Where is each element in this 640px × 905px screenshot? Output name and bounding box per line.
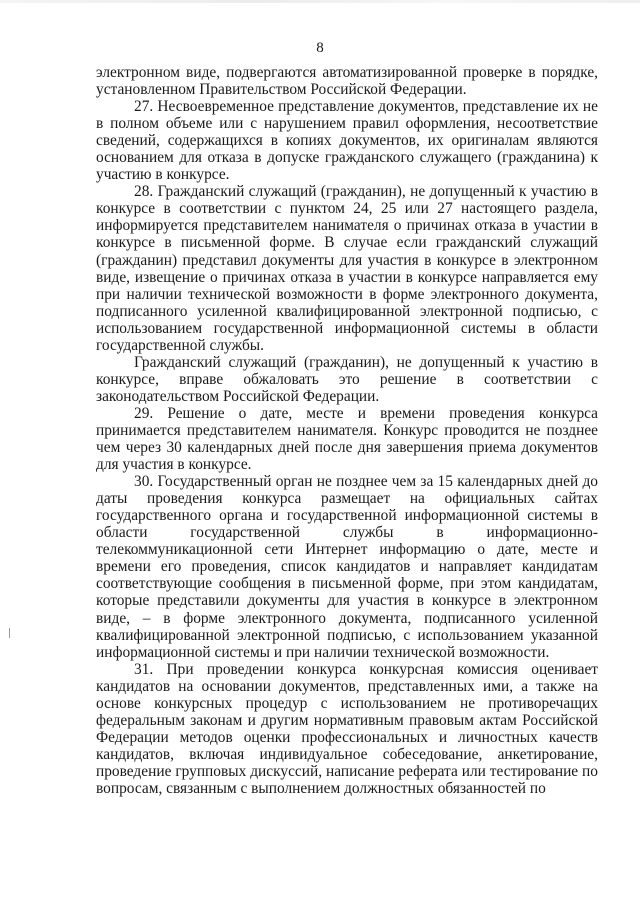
paragraph-27: 27. Несвоевременное представление документов, представление их не в полном объеме или с нарушением правил оформления, несоответствие сведений, содержащихся в копиях документов, их оригиналам являются основанием для отказа в допуске гражданского служащего (гражданина) к участию в конкурсе. bbox=[96, 98, 598, 184]
paragraph-continuation: электронном виде, подвергаются автоматизированной проверке в порядке, установленном Правительством Российской Федерации. bbox=[96, 64, 598, 99]
document-body bbox=[96, 64, 598, 797]
page-number: 8 bbox=[316, 40, 324, 56]
scan-artifact bbox=[9, 628, 10, 638]
paragraph-28-appeal: Гражданский служащий (гражданин), не допущенный к участию в конкурсе, вправе обжаловать это решение в соответствии с законодательством Российской Федерации. bbox=[96, 353, 598, 405]
scan-edge bbox=[0, 0, 640, 3]
paragraph-31: 31. При проведении конкурса конкурсная комиссия оценивает кандидатов на основании документов, представленных ими, а также на основе конкурсных процедур с использованием не противоречащих федеральным законам и другим нормативным правовым актам Российской Федерации методов оценки профессиональных и личностных качеств кандидатов, включая индивидуальное собеседование, анкетирование, проведение групповых дискуссий, написание реферата или тестирование по вопросам, связанным с выполнением должностных обязанностей по bbox=[96, 660, 598, 797]
paragraph-30: 30. Государственный орган не позднее чем за 15 календарных дней до даты проведения конкурса размещает на официальных сайтах государственного органа и государственной информационной системы в области государственной службы в информационно-телекоммуникационной сети Интернет информацию о дате, месте и времени его проведения, список кандидатов и направляет кандидатам соответствующие сообщения в письменной форме, при этом кандидатам, которые представили документы для участия в конкурсе в электронном виде, – в форме электронного документа, подписанного усиленной квалифицированной электронной подписью, с использованием указанной информационной системы и при наличии технической возможности. bbox=[96, 473, 598, 661]
paragraph-28: 28. Гражданский служащий (гражданин), не допущенный к участию в конкурсе в соответствии с пунктом 24, 25 или 27 настоящего раздела, информируется представителем нанимателя о причинах отказа в участии в конкурсе в письменной форме. В случае если гражданский служащий (гражданин) представил документы для участия в конкурсе в электронном виде, извещение о причинах отказа в участии в конкурсе направляется ему при наличии технической возможности в форме электронного документа, подписанного усиленной квалифицированной электронной подписью, с использованием государственной информационной системы в области государственной службы. bbox=[96, 183, 598, 354]
paragraph-29: 29. Решение о дате, месте и времени проведения конкурса принимается представителем нанимателя. Конкурс проводится не позднее чем через 30 календарных дней после дня завершения приема документов для участия в конкурсе. bbox=[96, 404, 598, 474]
